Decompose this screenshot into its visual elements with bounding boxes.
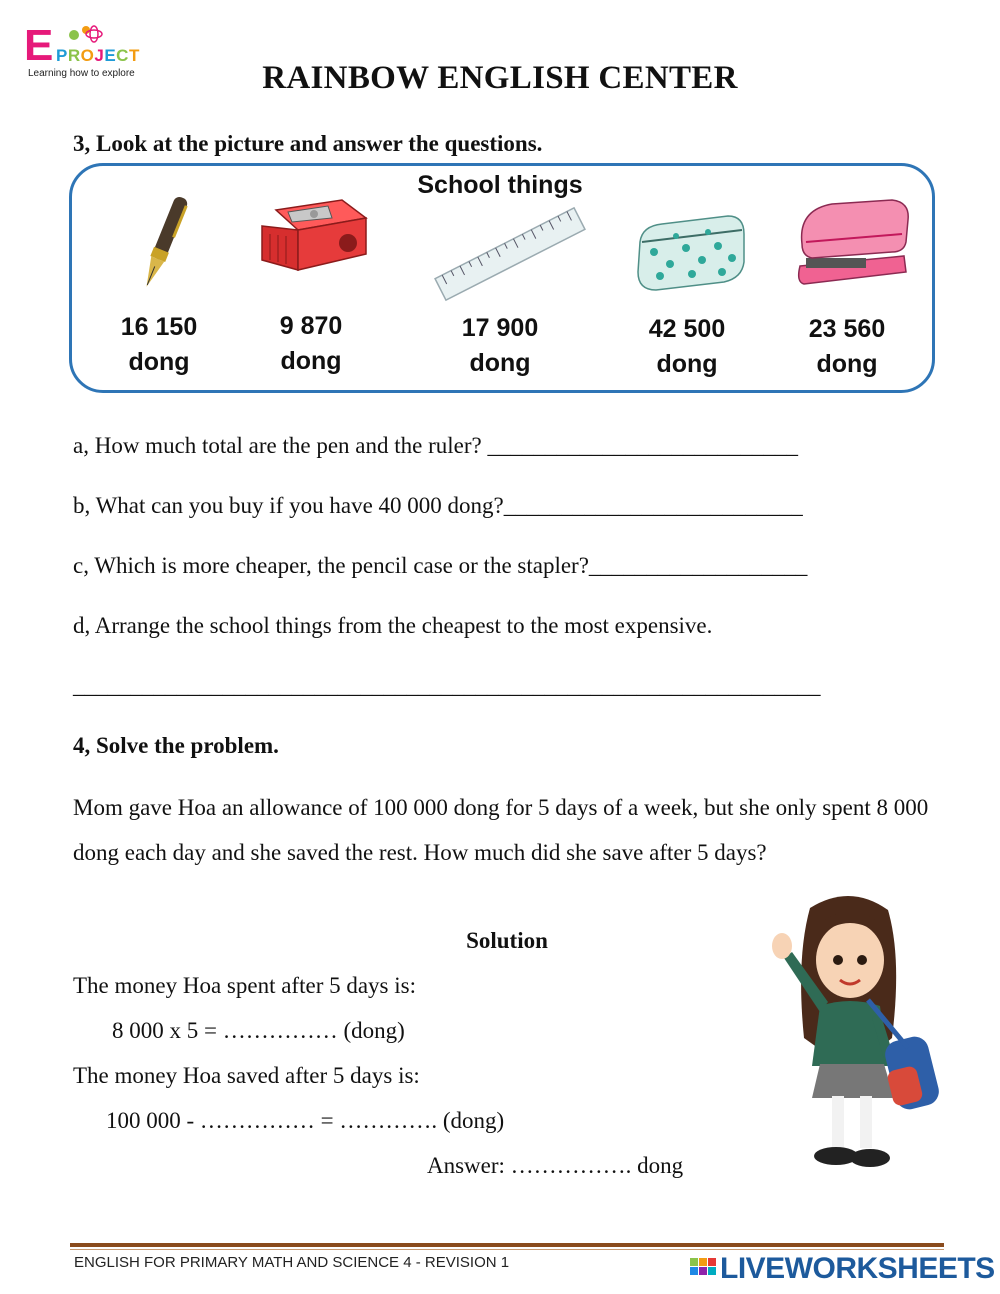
solution-label: Solution bbox=[466, 928, 548, 953]
price-stapler bbox=[772, 312, 922, 382]
box-title: School things bbox=[417, 171, 583, 199]
pencil-case-icon bbox=[632, 212, 748, 294]
atom-icon bbox=[64, 22, 104, 48]
answer-line-d: _________________________________________________________________ bbox=[73, 673, 821, 698]
footer-rule bbox=[70, 1243, 944, 1247]
price-unit: dong bbox=[816, 350, 878, 378]
solution-line-4: 100 000 - …………… = …………. (dong) bbox=[106, 1108, 505, 1133]
liveworksheets-logo-icon bbox=[690, 1258, 718, 1282]
solution-line-3: The money Hoa saved after 5 days is: bbox=[73, 1063, 420, 1088]
price-sharpener bbox=[236, 309, 386, 379]
footer-text: ENGLISH FOR PRIMARY MATH AND SCIENCE 4 - REVISION 1 bbox=[74, 1254, 510, 1271]
brand-text: LIVEWORKSHEETS bbox=[720, 1252, 995, 1285]
ruler-icon bbox=[430, 206, 590, 302]
stapler-icon bbox=[792, 196, 912, 292]
price-unit: dong bbox=[469, 349, 531, 377]
answer-line: Answer: ……………. dong bbox=[427, 1153, 684, 1178]
price-value: 9 870 bbox=[279, 312, 343, 340]
price-unit: dong bbox=[656, 350, 718, 378]
price-value: 23 560 bbox=[808, 315, 886, 343]
question-d: d, Arrange the school things from the cheapest to the most expensive. bbox=[73, 613, 713, 638]
price-value: 42 500 bbox=[648, 315, 726, 343]
solution-line-1: The money Hoa spent after 5 days is: bbox=[73, 973, 416, 998]
logo-letter: E bbox=[24, 21, 54, 70]
pen-icon bbox=[128, 190, 198, 302]
section4-heading: 4, Solve the problem. bbox=[73, 733, 279, 758]
price-ruler bbox=[425, 311, 575, 381]
price-value: 17 900 bbox=[461, 314, 539, 342]
price-value: 16 150 bbox=[120, 313, 198, 341]
logo-project: PROJECT bbox=[56, 46, 140, 65]
sharpener-icon bbox=[258, 188, 370, 276]
question-b: b, What can you buy if you have 40 000 dong?__________________________ bbox=[73, 493, 803, 518]
footer-rule-thin bbox=[70, 1249, 944, 1250]
girl-illustration bbox=[760, 888, 940, 1173]
logo-tagline: Learning how to explore bbox=[28, 68, 135, 79]
price-unit: dong bbox=[128, 348, 190, 376]
price-pen bbox=[84, 310, 234, 380]
problem-text: Mom gave Hoa an allowance of 100 000 dong for 5 days of a week, but she only spent 8 000 dong each day and she saved the rest. How much did she save after 5 days? bbox=[73, 795, 929, 865]
section3-heading: 3, Look at the picture and answer the questions. bbox=[73, 131, 543, 156]
question-c: c, Which is more cheaper, the pencil case or the stapler?___________________ bbox=[73, 553, 808, 578]
price-unit: dong bbox=[280, 347, 342, 375]
page-title: RAINBOW ENGLISH CENTER bbox=[262, 60, 738, 96]
solution-line-2: 8 000 x 5 = …………… (dong) bbox=[112, 1018, 405, 1043]
price-pencil-case bbox=[612, 312, 762, 382]
question-a: a, How much total are the pen and the ruler? ___________________________ bbox=[73, 433, 798, 458]
